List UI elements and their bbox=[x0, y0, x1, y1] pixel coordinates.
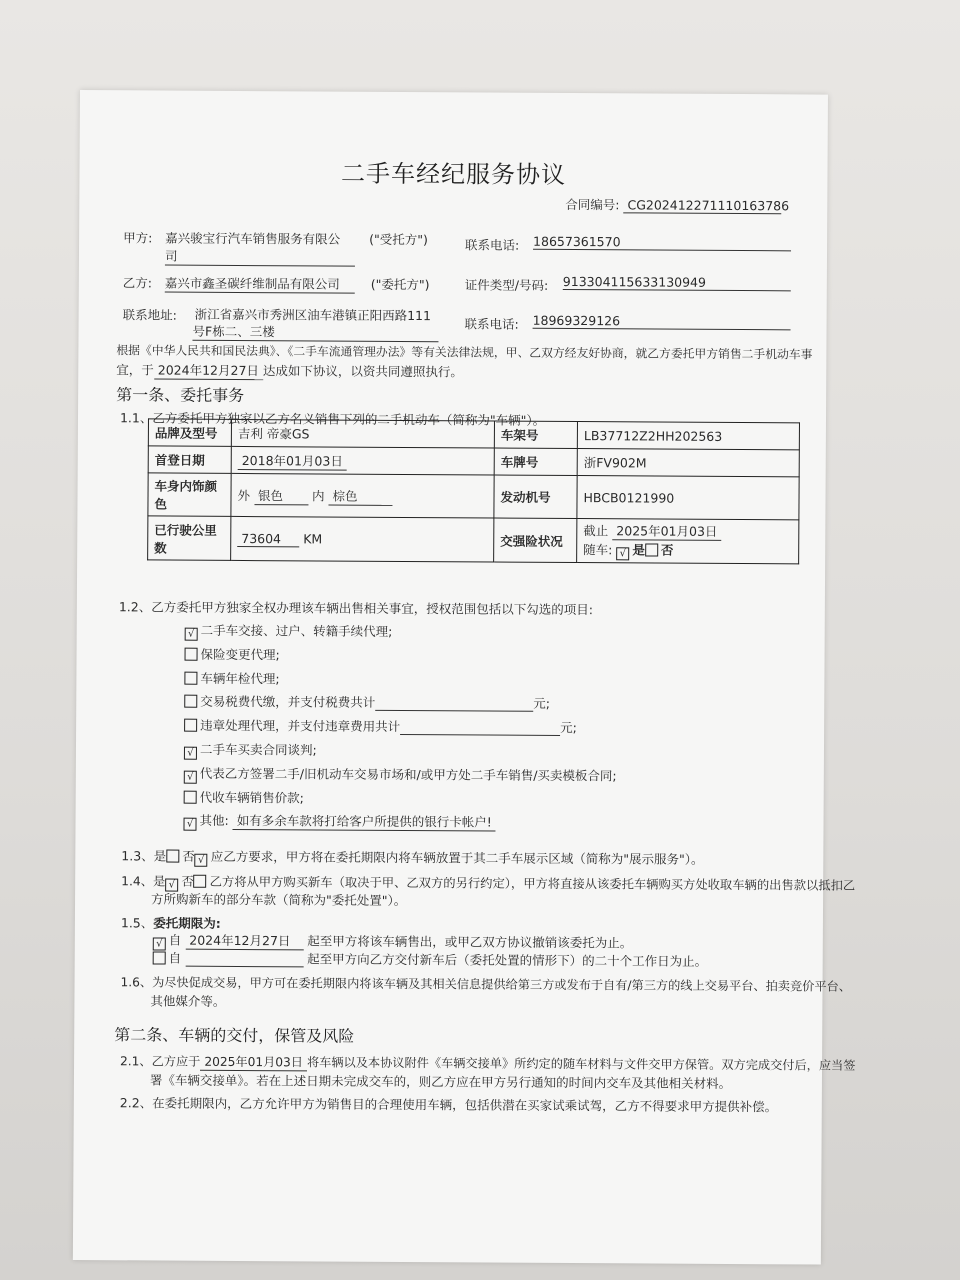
insurance-no-label: 否 bbox=[660, 542, 674, 558]
clause-text: 将车辆以及本协议附件《车辆交接单》所约定的随车材料与文件交甲方保管。双方完成交付后，应当签 bbox=[306, 1055, 856, 1073]
clause-text: 应乙方要求，甲方将在委托期限内将车辆放置于其二手车展示区域（简称为"展示服务"）。 bbox=[210, 848, 704, 867]
checkbox-unchecked[interactable] bbox=[184, 672, 197, 685]
table-row bbox=[148, 446, 799, 477]
tax-amount-blank bbox=[375, 695, 533, 712]
auth-item bbox=[184, 716, 577, 736]
party-a-phone: 18657361570 bbox=[533, 234, 791, 252]
table-row bbox=[148, 473, 799, 520]
party-a-label: 甲方: bbox=[123, 230, 153, 246]
clause-number: 1.5、 bbox=[120, 915, 154, 931]
violation-amount-blank bbox=[400, 719, 560, 736]
party-b-addr-line1: 浙江省嘉兴市秀洲区油车港镇正阳西路111 bbox=[194, 306, 432, 324]
checkbox-checked[interactable]: √ bbox=[185, 628, 198, 641]
document-title: 二手车经纪服务协议 bbox=[340, 159, 567, 189]
checkbox-unchecked[interactable] bbox=[645, 543, 658, 556]
intro-line1: 根据《中华人民共和国民法典》、《二手车流通管理办法》等有关法律法规，甲、乙双方经友好协商，就乙方委托甲方销售二手机动车事 bbox=[116, 343, 813, 362]
checkbox-checked[interactable]: √ bbox=[195, 854, 208, 867]
insurance-date: 2025年01月03日 bbox=[612, 521, 721, 541]
auth-item-suffix: 元; bbox=[533, 695, 551, 711]
insurance-yes-label: 是 bbox=[632, 542, 645, 558]
section-2-heading: 第二条、车辆的交付，保管及风险 bbox=[114, 1025, 355, 1046]
table-row bbox=[148, 419, 799, 450]
clause-1-1: 1.1、乙方委托甲方独家以乙方名义销售下列的二手机动车（简称为"车辆"）。 bbox=[119, 410, 546, 428]
checkbox-checked[interactable]: √ bbox=[616, 547, 629, 560]
term-start-date: 2024年12月27日 bbox=[185, 931, 303, 951]
interior-label: 内 bbox=[311, 487, 325, 504]
checkbox-unchecked[interactable] bbox=[166, 850, 179, 863]
checkbox-checked[interactable]: √ bbox=[183, 818, 196, 831]
clause-2-1-line2: 署《车辆交接单》。若在上述日期未完成交车的，则乙方应在甲方另行通知的时间内交车及其他相关材料。 bbox=[149, 1072, 732, 1091]
auth-item-label: 保险变更代理; bbox=[200, 646, 280, 663]
checkbox-unchecked[interactable] bbox=[184, 791, 197, 804]
clause-text: 乙方将从甲方购买新车（取决于甲、乙双方的另行约定），甲方将直接从该委托车辆购买方处收取车辆的出售款以抵扣乙 bbox=[209, 874, 856, 893]
mileage-label: 已行驶公里数 bbox=[148, 516, 231, 561]
term-label: 委托期限为: bbox=[153, 915, 221, 931]
party-b-id-label: 证件类型/号码: bbox=[464, 277, 549, 293]
checkbox-checked[interactable]: √ bbox=[184, 771, 197, 784]
auth-item-label: 车辆年检代理; bbox=[200, 670, 280, 687]
auth-item-label: 代收车辆销售价款; bbox=[199, 789, 304, 806]
intro-line2-pre: 宜，于 bbox=[116, 362, 154, 378]
checkbox-unchecked[interactable] bbox=[153, 951, 166, 964]
party-b-addr-line2: 号F栋二、三楼 bbox=[192, 322, 438, 343]
insurance-cell bbox=[577, 519, 799, 564]
term-option-text: 起至甲方将该车辆售出，或甲乙双方协议撤销该委托为止。 bbox=[307, 933, 633, 951]
clause-1-4-line2: 方所购新车的部分车款（简称为"委托处置"）。 bbox=[151, 891, 407, 909]
checkbox-unchecked[interactable] bbox=[194, 875, 207, 888]
section-1-heading: 第一条、委托事务 bbox=[116, 385, 245, 406]
insurance-until-label: 截止 bbox=[583, 523, 609, 539]
party-a-role: ("受托方") bbox=[369, 231, 428, 248]
insurance-with-car-row bbox=[583, 540, 792, 561]
party-b-label: 乙方: bbox=[122, 275, 153, 291]
checkbox-checked[interactable]: √ bbox=[153, 937, 166, 950]
insurance-with-car-label: 随车: bbox=[583, 542, 613, 558]
intro-date: 2024年12月27日 bbox=[154, 360, 263, 380]
option-yes-label: 是 bbox=[152, 874, 166, 889]
exterior-label: 外 bbox=[237, 487, 251, 503]
auth-item-label: 代表乙方签署二手/旧机动车交易市场和/或甲方处二手车销售/买卖模板合同; bbox=[199, 765, 617, 784]
party-b-addr-label: 联系地址: bbox=[122, 307, 177, 323]
clause-1-6 bbox=[121, 973, 851, 994]
checkbox-unchecked[interactable] bbox=[184, 719, 197, 732]
auth-item-label: 二手车买卖合同谈判; bbox=[199, 741, 317, 758]
auth-item bbox=[184, 692, 550, 712]
reg-date-label: 首登日期 bbox=[148, 446, 231, 474]
engine-label: 发动机号 bbox=[494, 475, 577, 519]
clause-text: 在委托期限内，乙方允许甲方为销售目的合理使用车辆，包括供潜在买家试乘试驾，乙方不得要求甲方提供补偿。 bbox=[152, 1095, 778, 1115]
term-date-blank bbox=[185, 951, 303, 968]
vin-label: 车架号 bbox=[494, 421, 577, 449]
mileage-cell bbox=[231, 516, 494, 562]
contract-no-row bbox=[565, 195, 790, 214]
auth-item bbox=[185, 645, 280, 664]
auth-item-label: 违章处理代理，并支付违章费用共计 bbox=[200, 717, 401, 734]
delivery-date: 2025年01月03日 bbox=[200, 1053, 307, 1072]
clause-text-pre: 乙方应于 bbox=[151, 1054, 201, 1069]
party-a-name-line1: 嘉兴骏宝行汽车销售服务有限公 bbox=[165, 230, 341, 247]
color-label: 车身内饰颜色 bbox=[148, 473, 231, 517]
exterior-color: 银色 bbox=[254, 486, 308, 505]
color-cell bbox=[231, 473, 494, 518]
option-no-label: 否 bbox=[182, 848, 195, 864]
checkbox-unchecked[interactable] bbox=[185, 648, 198, 661]
auth-item bbox=[184, 788, 304, 807]
insurance-date-row bbox=[583, 521, 792, 541]
interior-color: 棕色 bbox=[328, 486, 392, 505]
clause-1-6-line2: 其他媒介等。 bbox=[150, 993, 226, 1009]
checkbox-unchecked[interactable] bbox=[184, 695, 197, 708]
reg-date-value: 2018年01月03日 bbox=[238, 450, 347, 470]
checkbox-checked[interactable]: √ bbox=[165, 879, 178, 892]
contract-no-value: CG20241227111016378​6 bbox=[623, 197, 781, 214]
auth-item bbox=[184, 764, 617, 787]
clause-number: 1.6、 bbox=[120, 975, 153, 990]
mileage-unit: KM bbox=[303, 530, 323, 546]
term-option-text: 起至甲方向乙方交付新车后（委托处置的情形下）的二十个工作日为止。 bbox=[307, 951, 708, 969]
party-b-phone-label: 联系电话: bbox=[464, 316, 519, 332]
party-b-role: ("委托方") bbox=[370, 276, 430, 293]
clause-number: 2.1、 bbox=[120, 1054, 152, 1069]
auth-item bbox=[184, 740, 317, 761]
mileage-value: 73604 bbox=[237, 530, 299, 546]
brand-value: 吉利 帝豪GS bbox=[231, 419, 494, 448]
contract-page bbox=[73, 90, 856, 1265]
reg-date-cell bbox=[231, 446, 494, 475]
auth-item-label: 交易税费代缴，并支付税费共计 bbox=[200, 693, 376, 710]
party-a-name-line2: 司 bbox=[165, 247, 355, 267]
auth-item-label: 二手车交接、过户、转籍手续代理; bbox=[200, 622, 393, 639]
contract-no-label: 合同编号: bbox=[565, 196, 620, 213]
insurance-label: 交强险状况 bbox=[494, 518, 577, 563]
checkbox-checked[interactable]: √ bbox=[184, 747, 197, 760]
auth-item bbox=[184, 669, 279, 688]
intro-line2-post: 达成如下协议，以资共同遵照执行。 bbox=[262, 363, 463, 380]
auth-item-label: 其他: bbox=[199, 812, 229, 828]
party-b-phone: 18969329126 bbox=[533, 313, 791, 331]
plate-label: 车牌号 bbox=[494, 448, 577, 476]
clause-number: 1.3、 bbox=[121, 848, 154, 864]
engine-value: HBCB0121990 bbox=[577, 476, 799, 520]
term-from-label: 自 bbox=[168, 932, 182, 948]
brand-label: 品牌及型号 bbox=[148, 419, 231, 447]
plate-value: 浙FV902M bbox=[577, 449, 799, 477]
auth-item-suffix: 元; bbox=[560, 719, 577, 736]
vin-value: LB37712Z2HH202563 bbox=[577, 422, 799, 450]
intro-line2 bbox=[116, 360, 463, 381]
clause-number: 1.4、 bbox=[121, 874, 154, 889]
auth-other-text: 如有多余车款将打给客户所提供的银行卡帐户! bbox=[233, 811, 496, 832]
clause-2-2 bbox=[120, 1093, 778, 1115]
vehicle-info-table bbox=[147, 418, 800, 564]
party-b-id: 913304115633130949 bbox=[563, 274, 791, 291]
table-row bbox=[148, 516, 799, 564]
clause-text: 为尽快促成交易，甲方可在委托期限内将该车辆及其相关信息提供给第三方或发布于自有/第三方的线上交易平台、拍卖竞价平台、 bbox=[152, 975, 851, 994]
clause-1-3 bbox=[121, 846, 703, 870]
term-from-label: 自 bbox=[168, 950, 182, 966]
party-b-name: 嘉兴市鑫圣碳纤维制品有限公司 bbox=[165, 274, 355, 294]
option-no-label: 否 bbox=[181, 874, 194, 889]
term-option-2 bbox=[153, 948, 708, 969]
auth-item bbox=[185, 621, 393, 642]
clause-number: 2.2、 bbox=[119, 1095, 153, 1111]
clause-1-5 bbox=[121, 913, 221, 932]
auth-item bbox=[183, 811, 495, 833]
option-yes-label: 是 bbox=[153, 848, 167, 864]
clause-1-2: 1.2、乙方委托甲方独家全权办理该车辆出售相关事宜，授权范围包括以下勾选的项目: bbox=[118, 599, 593, 618]
party-a-phone-label: 联系电话: bbox=[465, 237, 520, 253]
